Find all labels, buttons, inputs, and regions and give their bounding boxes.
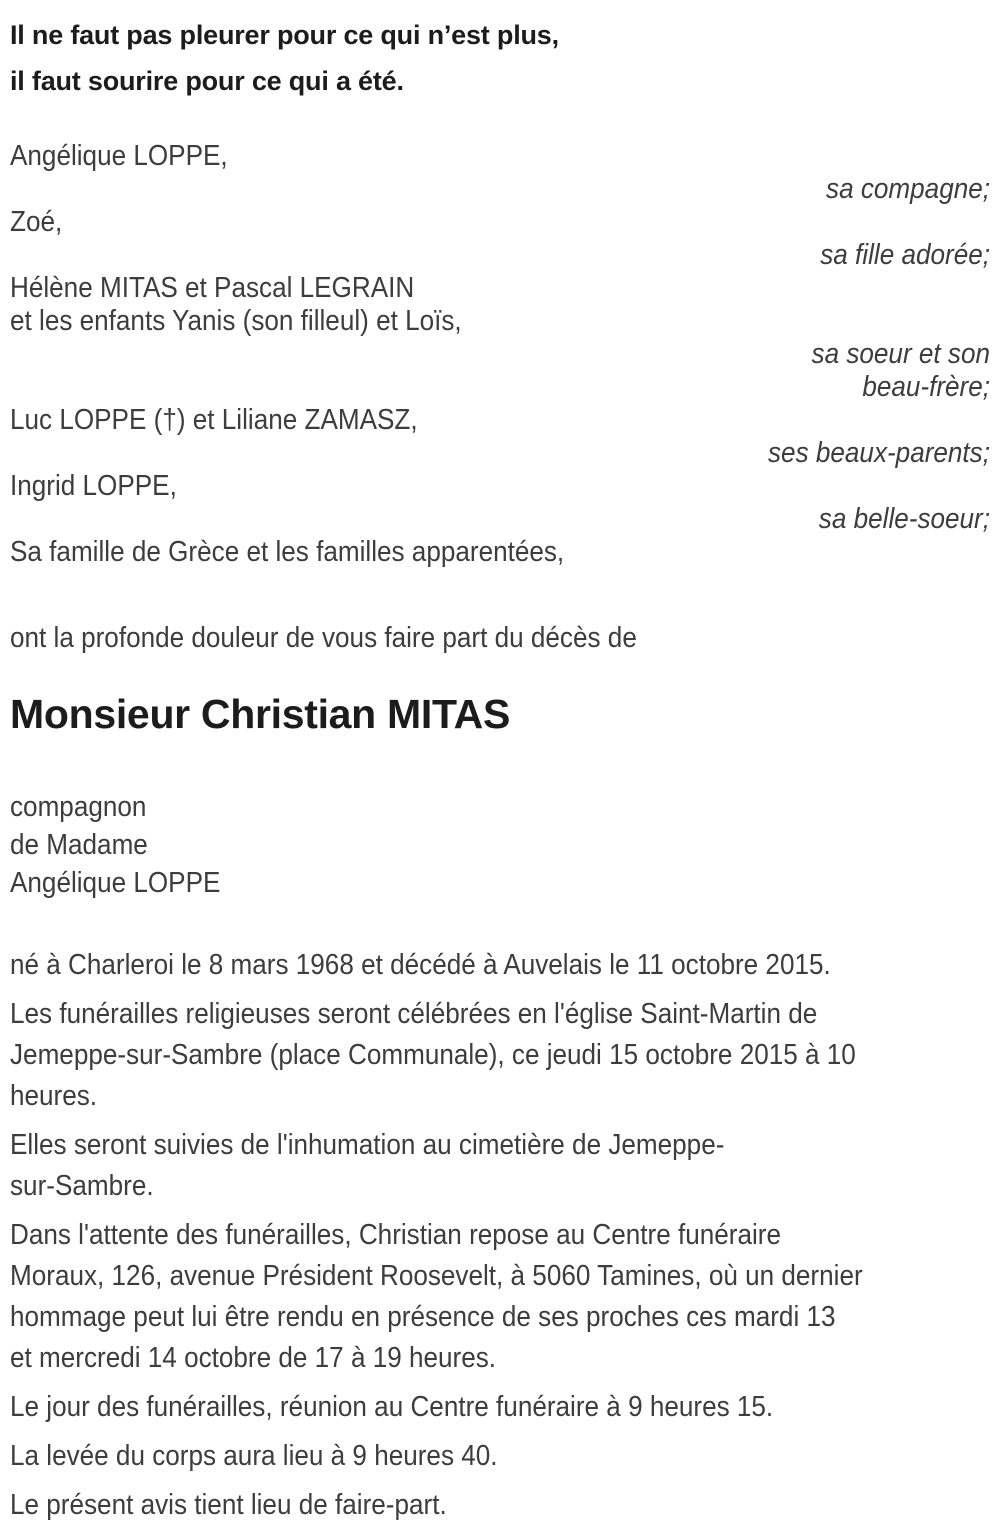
relative-relation: beau-frère; [862, 371, 990, 403]
quote-line-1: Il ne faut pas pleurer pour ce qui n’est plus, [10, 20, 559, 50]
paragraph-line: Les funérailles religieuses seront célébrées en l'église Saint-Martin de [10, 998, 818, 1030]
deceased-subtitle-line: de Madame [10, 829, 148, 861]
relative-name: Zoé, [10, 206, 63, 238]
relative-relation: sa soeur et son [811, 338, 990, 370]
relative-name: et les enfants Yanis (son filleul) et Loïs, [10, 305, 462, 337]
deceased-subtitle-line: compagnon [10, 791, 147, 823]
announcement-text: ont la profonde douleur de vous faire part du décès de [10, 622, 637, 654]
deceased-subtitle [10, 788, 990, 902]
relative-name: Sa famille de Grèce et les familles apparentées, [10, 536, 565, 568]
deceased-name-title: Monsieur Christian MITAS [10, 691, 511, 737]
paragraph-line: hommage peut lui être rendu en présence de ses proches ces mardi 13 [10, 1301, 836, 1333]
faire-part-notice-paragraph [10, 1485, 990, 1526]
paragraph-line: Jemeppe-sur-Sambre (place Communale), ce jeudi 15 octobre 2015 à 10 [10, 1039, 856, 1071]
burial-paragraph [10, 1125, 990, 1207]
relative-relation: ses beaux-parents; [768, 437, 990, 469]
paragraph-line: Le jour des funérailles, réunion au Centre funéraire à 9 heures 15. [10, 1391, 774, 1423]
birth-death-paragraph [10, 945, 990, 986]
funeral-details [10, 945, 990, 1526]
funeral-service-paragraph [10, 994, 990, 1117]
relative-name: Hélène MITAS et Pascal LEGRAIN [10, 272, 415, 304]
opening-quote [10, 12, 990, 104]
paragraph-line: sur-Sambre. [10, 1170, 154, 1202]
paragraph-line: Elles seront suivies de l'inhumation au cimetière de Jemeppe- [10, 1129, 725, 1161]
relatives-list [10, 140, 990, 569]
paragraph-line: heures. [10, 1080, 98, 1112]
levee-du-corps-paragraph [10, 1436, 990, 1477]
relative-relation: sa belle-soeur; [818, 503, 990, 535]
relative-name: Angélique LOPPE, [10, 140, 228, 172]
paragraph-line: et mercredi 14 octobre de 17 à 19 heures. [10, 1342, 497, 1374]
relative-name: Ingrid LOPPE, [10, 470, 177, 502]
paragraph-line: Le présent avis tient lieu de faire-part. [10, 1489, 447, 1521]
quote-line-2: il faut sourire pour ce qui a été. [10, 66, 404, 96]
relative-name: Luc LOPPE (†) et Liliane ZAMASZ, [10, 404, 418, 436]
paragraph-line: né à Charleroi le 8 mars 1968 et décédé à Auvelais le 11 octobre 2015. [10, 949, 831, 981]
paragraph-line: Dans l'attente des funérailles, Christian repose au Centre funéraire [10, 1219, 782, 1251]
visitation-paragraph [10, 1215, 990, 1379]
deceased-subtitle-line: Angélique LOPPE [10, 867, 221, 899]
relative-relation: sa fille adorée; [820, 239, 990, 271]
paragraph-line: La levée du corps aura lieu à 9 heures 40. [10, 1440, 498, 1472]
paragraph-line: Moraux, 126, avenue Président Roosevelt, à 5060 Tamines, où un dernier [10, 1260, 863, 1292]
meeting-paragraph [10, 1387, 990, 1428]
relative-relation: sa compagne; [826, 173, 990, 205]
